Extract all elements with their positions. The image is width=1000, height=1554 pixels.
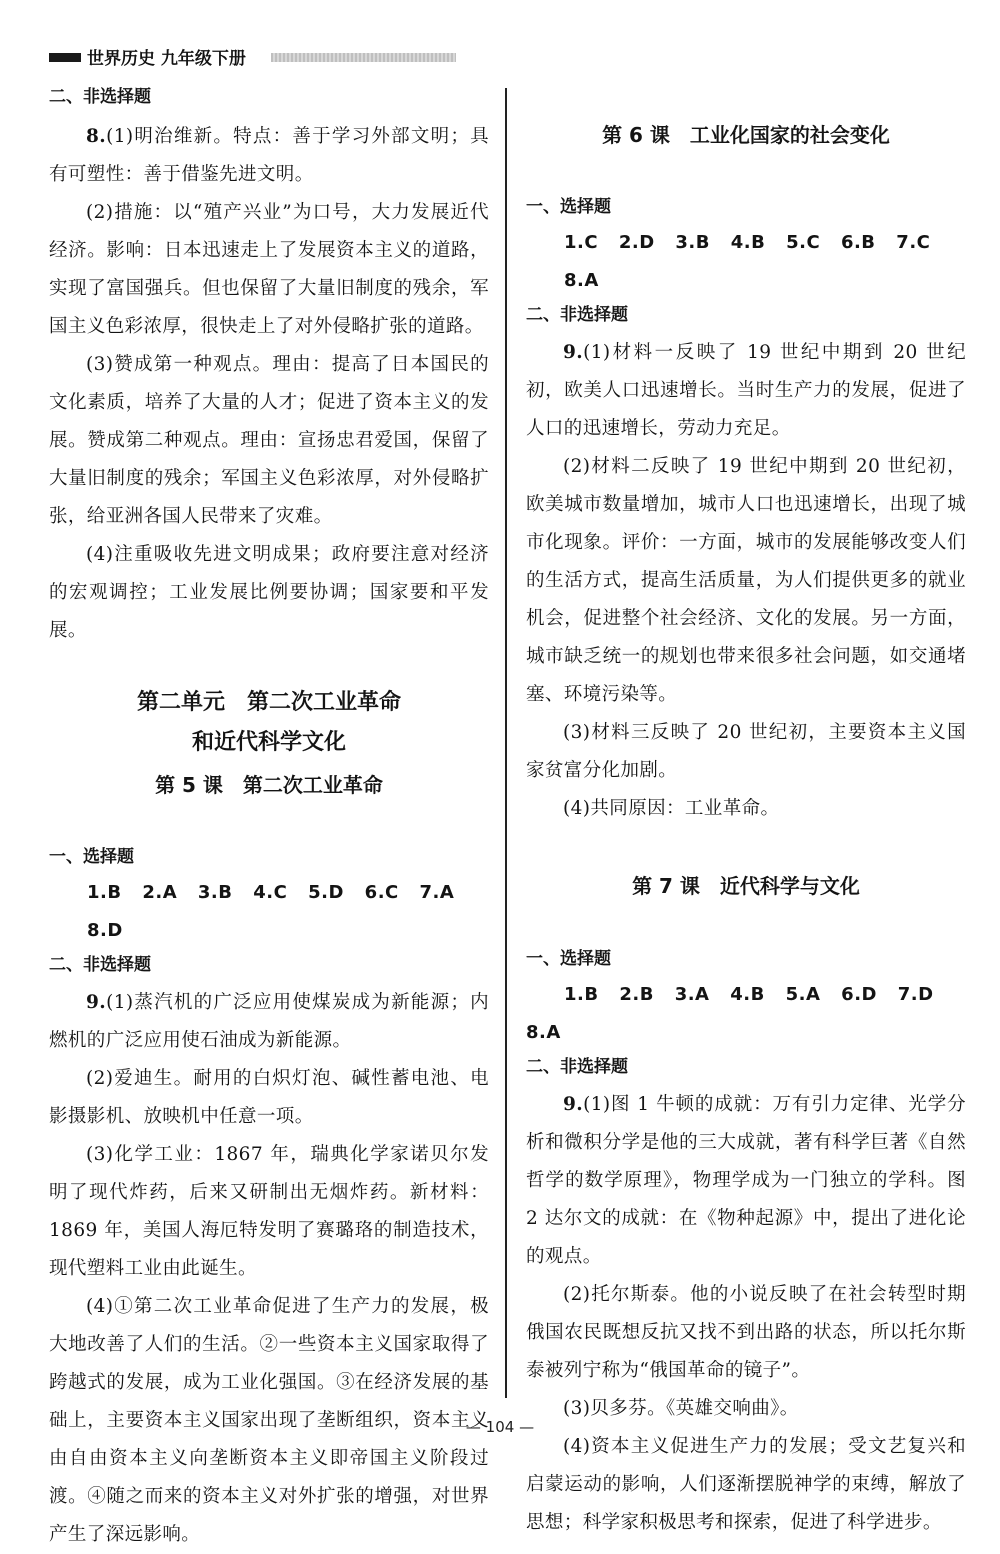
lesson-title: 第 7 课 近代科学与文化 xyxy=(632,874,860,898)
answer-paragraph: (2)措施：以“殖产兴业”为口号，大力发展近代经济。影响：日本迅速走上了发展资本主义的道路，实现了富国强兵。但也保留了大量旧制度的残余，军国主义色彩浓厚，很快走上了对外侵略扩张的道路。 xyxy=(49,202,489,337)
page-header xyxy=(49,44,409,72)
right-column xyxy=(526,82,966,1542)
answer-paragraph: (2)爱迪生。耐用的白炽灯泡、碱性蓄电池、电影摄影机、放映机中任意一项。 xyxy=(49,1068,489,1127)
answer-paragraph: (4)共同原因：工业革命。 xyxy=(563,798,780,819)
lesson-title: 第 6 课 工业化国家的社会变化 xyxy=(602,123,890,147)
book-title: 世界历史 九年级下册 xyxy=(87,49,246,69)
answer-paragraph: (3)化学工业：1867 年，瑞典化学家诺贝尔发明了现代炸药，后来又研制出无烟炸药。新材料：1869 年，美国人海厄特发明了赛璐珞的制造技术，现代塑料工业由此诞生。 xyxy=(49,1144,489,1279)
answer-paragraph: (4)注重吸收先进文明成果；政府要注意对经济的宏观调控；工业发展比例要协调；国家要和平发展。 xyxy=(49,544,489,641)
section-heading: 二、非选择题 xyxy=(49,955,151,975)
answer-paragraph: (4)①第二次工业革命促进了生产力的发展，极大地改善了人们的生活。②一些资本主义国家取得了跨越式的发展，成为工业化强国。③在经济发展的基础上，主要资本主义国家出现了垄断组织，资本主义由自由资本主义向垄断资本主义即帝国主义阶段过渡。④随之而来的资本主义对外扩张的增强，对世界产生了深远影响。 xyxy=(49,1296,489,1545)
answer-paragraph: (3)赞成第一种观点。理由：提高了日本国民的文化素质，培养了大量的人才；促进了资本主义的发展。赞成第二种观点。理由：宣扬忠君爱国，保留了大量旧制度的残余；军国主义色彩浓厚，对外侵略扩张，给亚洲各国人民带来了灾难。 xyxy=(49,354,489,527)
answer-paragraph: (4)资本主义促进生产力的发展；受文艺复兴和启蒙运动的影响，人们逐渐摆脱神学的束缚，解放了思想；科学家积极思考和探索，促进了科学进步。 xyxy=(526,1436,966,1533)
question-number: 8. xyxy=(86,126,107,147)
section-heading: 二、非选择题 xyxy=(526,305,628,325)
choice-answers-continued: 8.A xyxy=(526,1022,561,1043)
answer-text: (1)材料一反映了 19 世纪中期到 20 世纪初，欧美人口迅速增长。当时生产力的发展，促进了人口的迅速增长，劳动力充足。 xyxy=(526,342,966,439)
left-column xyxy=(49,82,489,1554)
page-number: — 104 — xyxy=(465,1418,535,1436)
question-number: 9. xyxy=(563,1094,584,1115)
choice-answers: 1.B 2.A 3.B 4.C 5.D 6.C 7.A 8.D xyxy=(87,882,455,941)
question-number: 9. xyxy=(86,992,107,1013)
choice-answers: 1.B 2.B 3.A 4.B 5.A 6.D 7.D xyxy=(564,984,934,1005)
answer-paragraph xyxy=(526,334,966,448)
section-heading: 一、选择题 xyxy=(526,949,611,969)
unit-title: 第二单元 第二次工业革命 xyxy=(136,690,401,715)
unit-subtitle: 和近代科学文化 xyxy=(191,730,346,755)
question-number: 9. xyxy=(563,342,584,363)
answer-paragraph xyxy=(49,118,489,194)
answer-text: (1)图 1 牛顿的成就：万有引力定律、光学分析和微积分学是他的三大成就，著有科学巨著《自然哲学的数学原理》，物理学成为一门独立的学科。图 2 达尔文的成就：在《物种起源》中，提出了进化论的观点。 xyxy=(526,1094,966,1267)
answer-paragraph: (2)托尔斯泰。他的小说反映了在社会转型时期俄国农民既想反抗又找不到出路的状态，所以托尔斯泰被列宁称为“俄国革命的镜子”。 xyxy=(526,1284,966,1381)
column-divider xyxy=(505,88,507,1398)
section-heading: 二、非选择题 xyxy=(49,87,151,107)
answer-text: (1)蒸汽机的广泛应用使煤炭成为新能源；内燃机的广泛应用使石油成为新能源。 xyxy=(49,992,489,1051)
answer-text: (1)明治维新。特点：善于学习外部文明；具有可塑性：善于借鉴先进文明。 xyxy=(49,126,489,185)
answer-paragraph: (3)贝多芬。《英雄交响曲》。 xyxy=(563,1398,799,1419)
answer-paragraph: (3)材料三反映了 20 世纪初，主要资本主义国家贫富分化加剧。 xyxy=(526,722,966,781)
answer-paragraph: (2)材料二反映了 19 世纪中期到 20 世纪初，欧美城市数量增加，城市人口也迅速增长，出现了城市化现象。评价：一方面，城市的发展能够改变人们的生活方式，提高生活质量，为人们提供更多的就业机会，促进整个社会经济、文化的发展。另一方面，城市缺乏统一的规划也带来很多社会问题，如交通堵塞、环境污染等。 xyxy=(526,456,966,705)
section-heading: 一、选择题 xyxy=(526,197,611,217)
section-heading: 二、非选择题 xyxy=(526,1057,628,1077)
answer-paragraph xyxy=(526,1086,966,1276)
header-decoration-stripe xyxy=(271,53,456,62)
section-heading: 一、选择题 xyxy=(49,847,134,867)
header-decoration-bar xyxy=(49,53,81,62)
lesson-title: 第 5 课 第二次工业革命 xyxy=(155,773,383,797)
answer-paragraph xyxy=(49,984,489,1060)
choice-answers: 1.C 2.D 3.B 4.B 5.C 6.B 7.C 8.A xyxy=(564,232,931,291)
